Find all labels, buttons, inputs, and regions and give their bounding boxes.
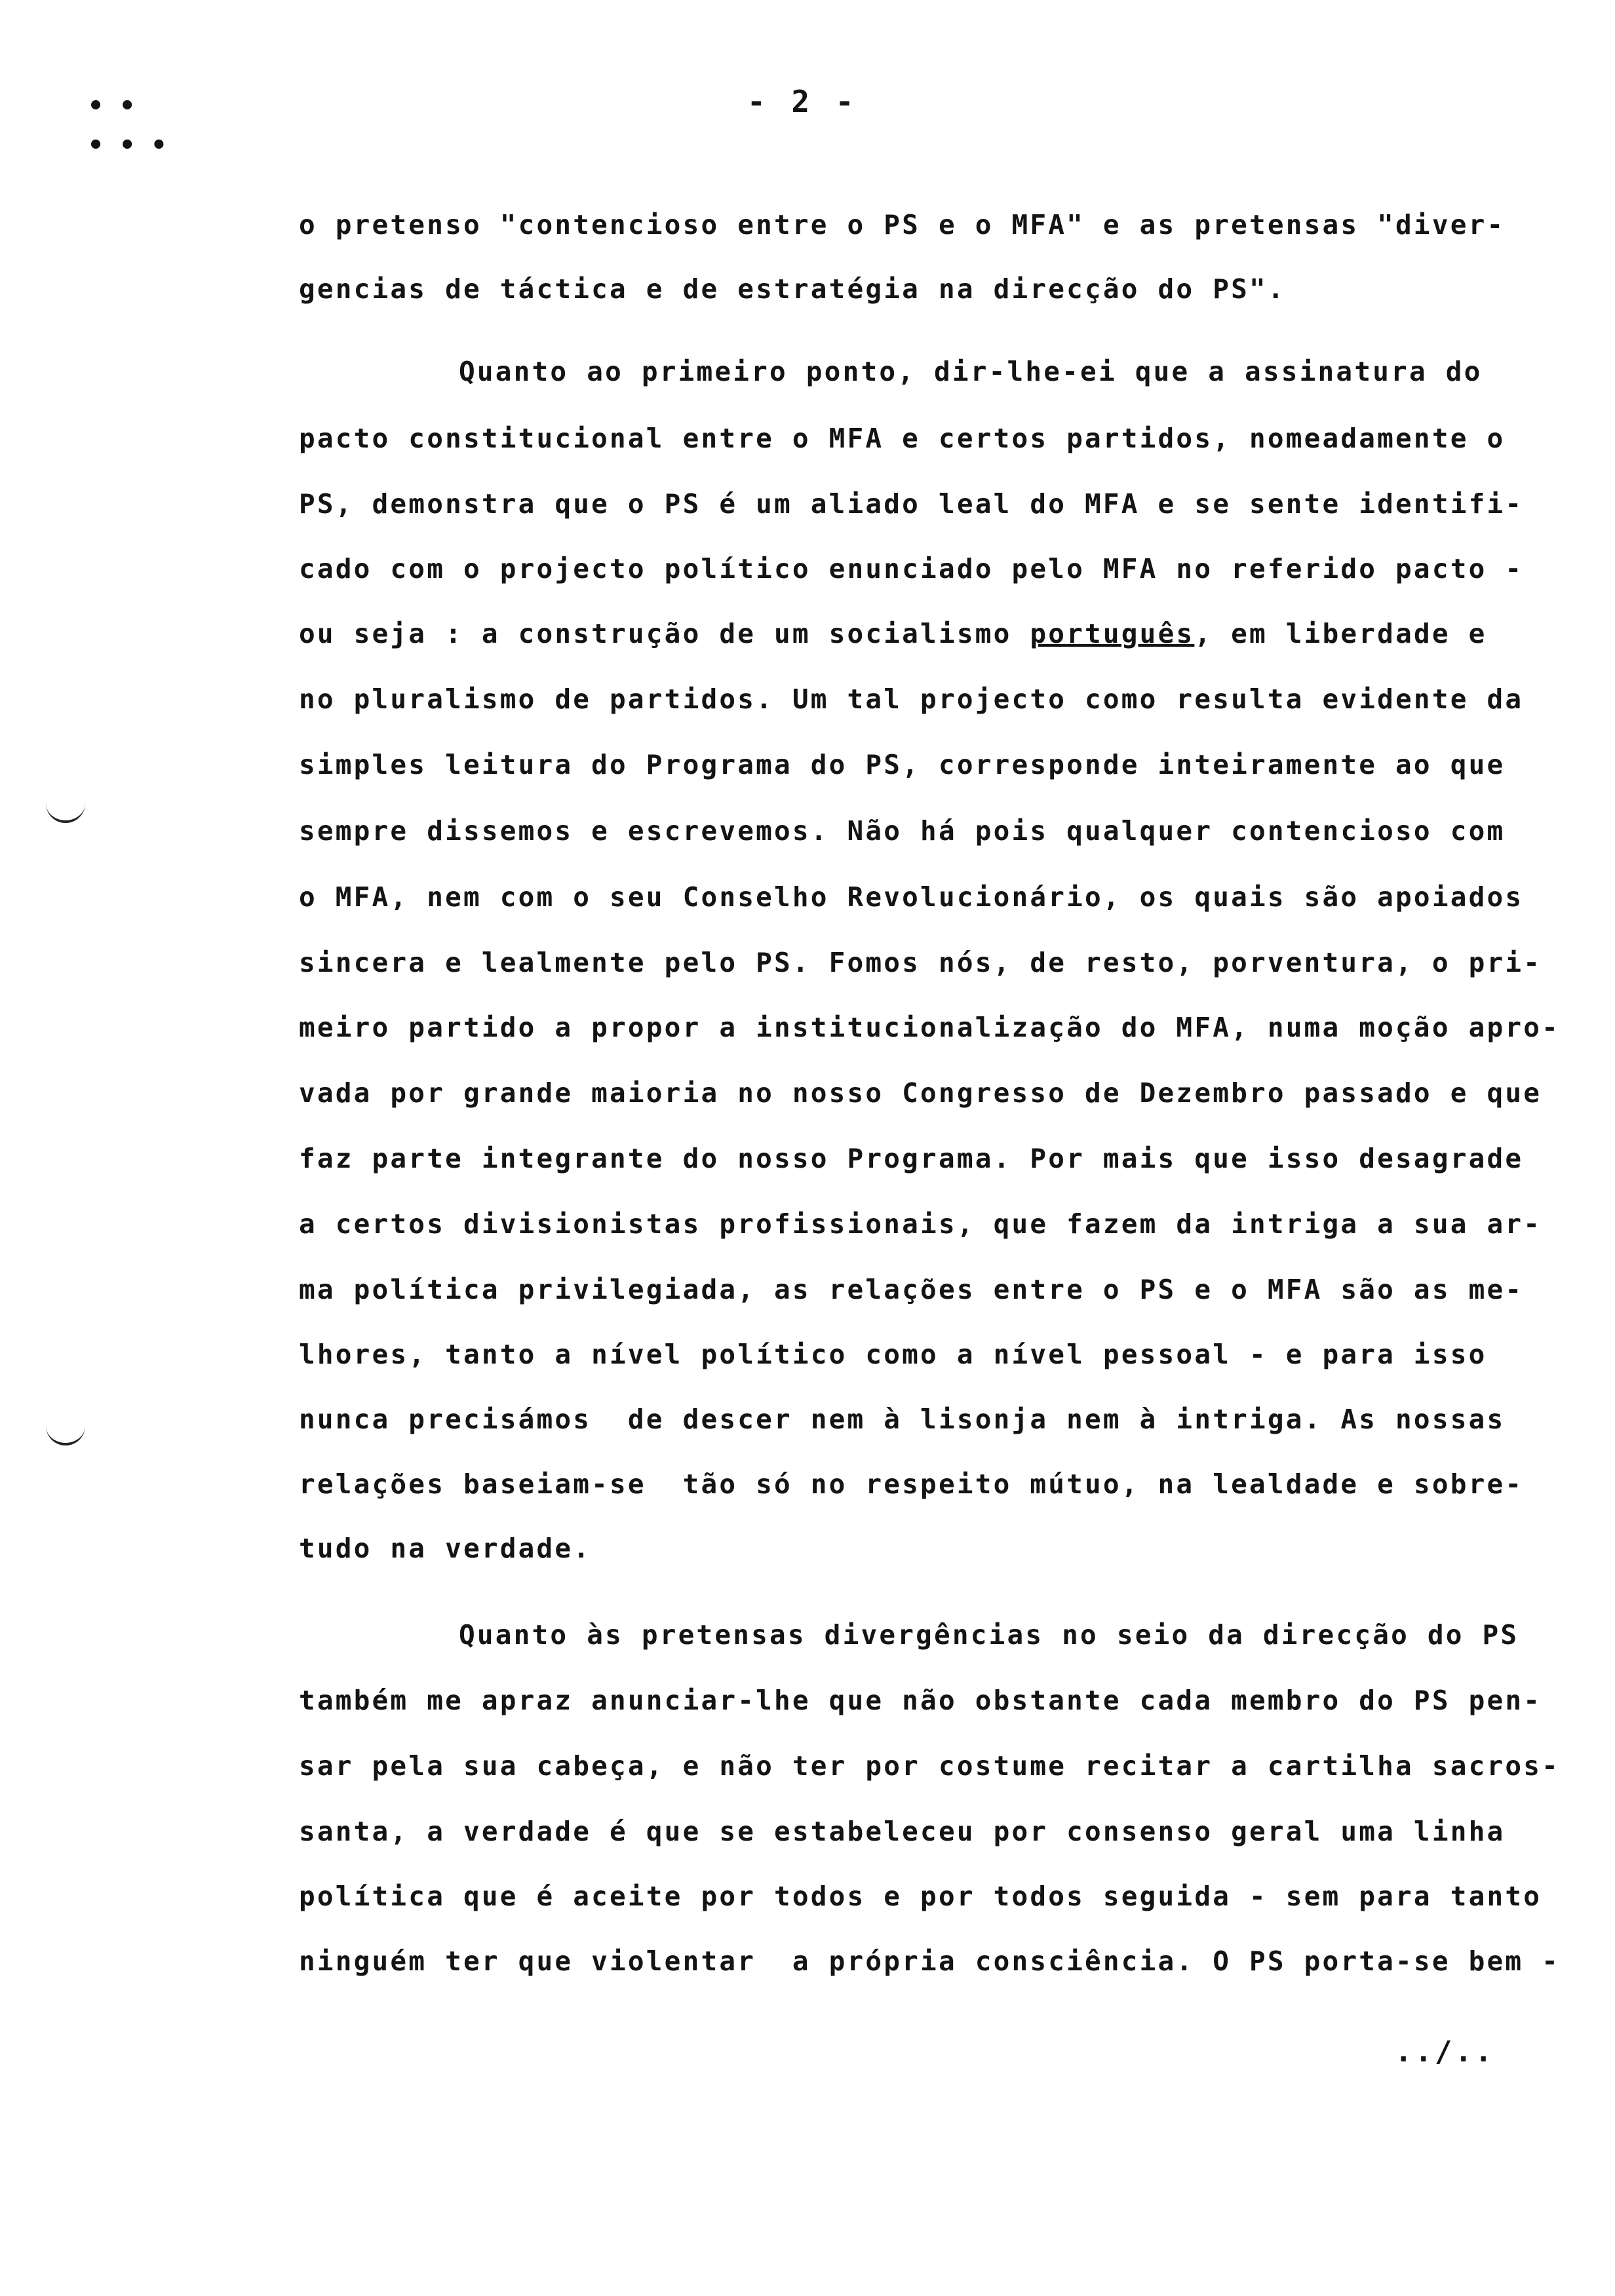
text-line: faz parte integrante do nosso Programa. Por mais que isso desagrade xyxy=(299,1143,1524,1174)
text-line: cado com o projecto político enunciado pelo MFA no referido pacto - xyxy=(299,553,1524,584)
text-line: simples leitura do Programa do PS, corresponde inteiramente ao que xyxy=(299,749,1506,780)
corner-mark-bottom: • • • xyxy=(88,130,167,161)
continuation-mark: ../.. xyxy=(1395,2035,1495,2069)
text-line: o pretenso "contencioso entre o PS e o MFA" e as pretensas "diver- xyxy=(299,209,1506,240)
text-line: tudo na verdade. xyxy=(299,1533,592,1564)
text-line: Quanto ao primeiro ponto, dir-lhe-ei que a assinatura do xyxy=(459,356,1483,387)
text-line: política que é aceite por todos e por todos seguida - sem para tanto xyxy=(299,1881,1542,1912)
text-line: ninguém ter que violentar a própria consciência. O PS porta-se bem - xyxy=(299,1945,1561,1977)
text-line: sar pela sua cabeça, e não ter por costume recitar a cartilha sacros- xyxy=(299,1750,1561,1782)
text-line: nunca precisámos de descer nem à lisonja nem à intriga. As nossas xyxy=(299,1404,1506,1435)
text-line: PS, demonstra que o PS é um aliado leal do MFA e se sente identifi- xyxy=(299,488,1524,520)
text-line xyxy=(299,617,1487,650)
underlined-word: português xyxy=(1030,618,1195,649)
text-line: ma política privilegiada, as relações entre o PS e o MFA são as me- xyxy=(299,1274,1524,1305)
corner-mark-top: • • xyxy=(88,91,136,121)
text-line: pacto constitucional entre o MFA e certos partidos, nomeadamente o xyxy=(299,423,1506,454)
page-number: - 2 - xyxy=(747,84,858,119)
margin-mark xyxy=(46,1423,85,1445)
text-line: relações baseiam-se tão só no respeito mútuo, na lealdade e sobre- xyxy=(299,1468,1524,1500)
text-segment: ou seja : a construção de um socialismo xyxy=(299,618,1030,649)
margin-mark xyxy=(46,801,85,823)
text-line: vada por grande maioria no nosso Congresso de Dezembro passado e que xyxy=(299,1077,1542,1109)
text-line: Quanto às pretensas divergências no seio da direcção do PS xyxy=(459,1619,1519,1651)
corner-marks xyxy=(88,86,166,165)
text-line: o MFA, nem com o seu Conselho Revolucionário, os quais são apoiados xyxy=(299,881,1524,913)
text-line: santa, a verdade é que se estabeleceu por consenso geral uma linha xyxy=(299,1816,1506,1847)
text-line: lhores, tanto a nível político como a nível pessoal - e para isso xyxy=(299,1339,1487,1370)
text-line: no pluralismo de partidos. Um tal projecto como resulta evidente da xyxy=(299,683,1524,715)
text-line: sempre dissemos e escrevemos. Não há pois qualquer contencioso com xyxy=(299,815,1506,847)
text-line: também me apraz anunciar-lhe que não obstante cada membro do PS pen- xyxy=(299,1685,1542,1716)
text-line: a certos divisionistas profissionais, que fazem da intriga a sua ar- xyxy=(299,1208,1542,1240)
text-line: meiro partido a propor a institucionalização do MFA, numa moção apro- xyxy=(299,1012,1561,1043)
text-line: sincera e lealmente pelo PS. Fomos nós, de resto, porventura, o pri- xyxy=(299,947,1542,978)
text-segment: , em liberdade e xyxy=(1194,618,1487,649)
text-line: gencias de táctica e de estratégia na direcção do PS". xyxy=(299,273,1286,305)
